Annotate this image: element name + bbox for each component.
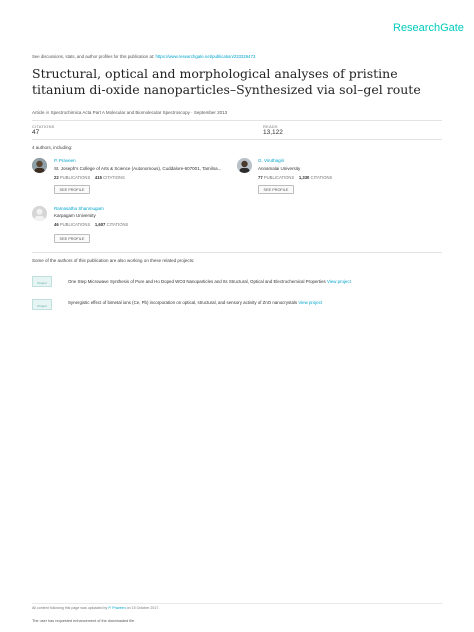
citations-label: CITATIONS (32, 124, 55, 129)
discussion-prefix: See discussions, stats, and author profiles for this publication at: (32, 54, 155, 59)
author-photo-icon (237, 158, 252, 173)
avatar[interactable] (237, 158, 252, 173)
article-info (32, 110, 227, 115)
author-name-link[interactable]: G. Viruthagiri (258, 158, 285, 163)
avatar[interactable] (32, 206, 47, 221)
author-stats (258, 175, 332, 180)
researchgate-logo[interactable]: ResearchGate (393, 22, 464, 34)
publications-count: 77 (258, 175, 263, 180)
publications-label: PUBLICATIONS (59, 175, 91, 180)
author-name-link[interactable]: Ramasatha Shanmugam (54, 206, 104, 211)
project-item (68, 300, 322, 305)
citations-label: CITATIONS (310, 175, 333, 180)
citations-count: 415 (94, 175, 102, 180)
publications-label: PUBLICATIONS (59, 222, 91, 227)
view-project-link[interactable]: View project (298, 300, 323, 305)
project-thumbnail[interactable]: Project (32, 299, 52, 310)
project-item (68, 279, 351, 284)
uploader-link[interactable]: P. Praveen (108, 606, 126, 610)
projects-heading: Some of the authors of this publication are also working on these related projects: (32, 258, 195, 263)
project-title: One Step Microwave Synthesis of Pure and Ho Doped WO3 Nanoparticles and Its Structural, Optical and Electrochemical Properties (68, 279, 326, 284)
divider (32, 120, 442, 121)
citations-label: CITATIONS (103, 175, 125, 180)
author-photo-icon (32, 158, 47, 173)
upload-prefix: All content following this page was uploaded by (32, 606, 108, 610)
author-name-link[interactable]: P. Praveen (54, 158, 76, 163)
see-profile-button[interactable]: SEE PROFILE (54, 234, 90, 243)
citations-value: 47 (32, 129, 40, 136)
citations-label: CITATIONS (106, 222, 129, 227)
footer-divider (32, 603, 442, 604)
see-profile-button[interactable]: SEE PROFILE (258, 185, 294, 194)
article-type: Article (32, 110, 45, 115)
discussion-line (32, 54, 255, 59)
avatar[interactable] (32, 158, 47, 173)
upload-info (32, 606, 159, 610)
author-stats (54, 222, 128, 227)
author-affiliation: Annamalai University (258, 166, 301, 171)
publications-count: 46 (54, 222, 59, 227)
citations-count: 1,607 (94, 222, 106, 227)
divider (32, 252, 442, 253)
upload-suffix: on 15 October 2017. (126, 606, 160, 610)
project-title: Synergistic effect of bimetal ions (Ce, Pb) incorporation on optical, structural, and sensory activity of ZnO nanocrystals (68, 300, 298, 305)
divider (32, 139, 442, 140)
citations-stat (32, 124, 55, 136)
publication-url-link[interactable]: https://www.researchgate.net/publication/233326473 (155, 54, 256, 59)
authors-heading: 4 authors, including: (32, 145, 73, 150)
reads-stat (263, 124, 283, 136)
see-profile-button[interactable]: SEE PROFILE (54, 185, 90, 194)
publication-title: Structural, optical and morphological analyses of pristine titanium di-oxide nanoparticles–Synthesized via sol–gel route (32, 66, 421, 97)
article-in: in (45, 110, 50, 115)
publications-label: PUBLICATIONS (263, 175, 295, 180)
reads-value: 13,122 (263, 129, 283, 136)
author-affiliation: Karpagam University (54, 213, 96, 218)
citations-count: 1,330 (298, 175, 310, 180)
project-thumbnail[interactable]: Project (32, 276, 52, 287)
author-affiliation: St. Joseph's College of Arts & Science (Autonomous), Cuddalore-607001, Tamilna... (54, 166, 222, 171)
publications-count: 22 (54, 175, 59, 180)
author-stats (54, 175, 125, 180)
view-project-link[interactable]: View project (326, 279, 351, 284)
journal-name: Spectrochimica Acta Part A Molecular and Biomolecular Spectroscopy · September 2013 (50, 110, 228, 115)
enhancement-note: The user has requested enhancement of the downloaded file. (32, 619, 136, 623)
reads-label: READS (263, 124, 278, 129)
default-avatar-icon (32, 206, 47, 221)
